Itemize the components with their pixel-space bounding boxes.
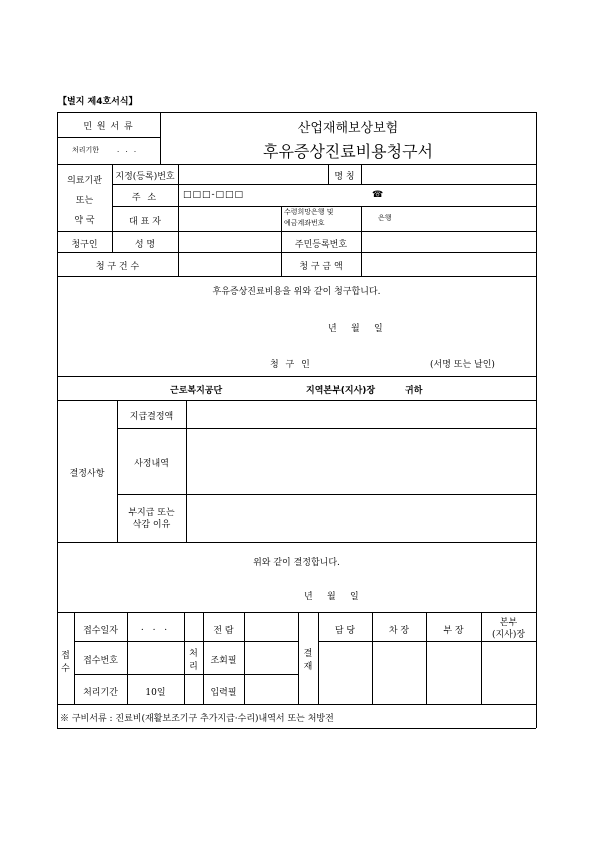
phone-icon: ☎	[372, 190, 384, 200]
approved-amount-field[interactable]	[187, 401, 535, 427]
input-check-field[interactable]	[245, 675, 297, 703]
reject-reason-label-line1: 부지급 또는	[128, 508, 175, 518]
addressee-office: 지역본부(지사)장	[306, 386, 376, 396]
claimant-signature-label: 청 구 인	[270, 360, 312, 370]
view-label: 전 람	[213, 626, 234, 636]
receipt-label-line1: 접	[61, 651, 70, 661]
institution-name-label: 명 칭	[334, 172, 355, 182]
receipt-number-label: 접수번호	[83, 656, 118, 666]
bank-label-line2: 예금계좌번호	[284, 219, 325, 227]
deadline-label: 처리기한	[72, 146, 100, 154]
processing-period-label: 처리기간	[83, 688, 118, 698]
institution-label-line1: 의료기관	[67, 176, 102, 186]
inquiry-check-field[interactable]	[245, 642, 297, 673]
approval-col-manager: 부 장	[443, 626, 464, 636]
claim-date: 년 월 일	[328, 324, 383, 334]
approved-amount-label: 지급결정액	[129, 412, 174, 422]
signature-note: (서명 또는 날인)	[430, 360, 495, 370]
claim-statement: 후유증상진료비용을 위와 같이 청구합니다.	[212, 287, 381, 297]
required-documents-note: ※ 구비서류 : 진료비(재활보조기구 추가지급·수리)내역서 또는 처방전	[60, 714, 334, 724]
receipt-date-label: 접수일자	[83, 626, 118, 636]
processing-label-line1: 처	[189, 649, 198, 659]
approval-col-staff: 담 당	[334, 626, 356, 636]
claim-amount-field[interactable]	[362, 253, 535, 275]
addressee-honorific: 귀하	[405, 386, 423, 396]
decision-section-label: 결정사항	[69, 469, 105, 479]
representative-label: 대 표 자	[129, 217, 161, 227]
review-details-label: 사정내역	[134, 459, 169, 469]
receipt-label-line2: 수	[61, 664, 70, 674]
institution-name-field[interactable]	[362, 165, 535, 183]
decision-statement: 위와 같이 결정합니다.	[253, 558, 340, 568]
claim-amount-label: 청 구 금 액	[299, 262, 343, 272]
inquiry-label: 조회필	[210, 656, 237, 666]
approval-col-head-line1: 본부	[499, 618, 518, 628]
claim-count-field[interactable]	[179, 253, 280, 275]
claimant-label: 청구인	[71, 240, 98, 250]
approval-label-line2: 재	[303, 662, 313, 672]
review-details-field[interactable]	[187, 429, 535, 493]
resident-number-field[interactable]	[362, 232, 535, 251]
deadline-value: . . .	[117, 146, 139, 154]
bank-label-line1: 수령희망은행 및	[284, 208, 334, 216]
address-label: 주 소	[131, 193, 159, 203]
approval-col-head-line2: (지사)장	[491, 630, 526, 640]
representative-field[interactable]	[179, 207, 280, 230]
form-title: 후유증상진료비용청구서	[262, 142, 434, 161]
approval-sign-staff[interactable]	[319, 642, 371, 703]
approval-col-deputy: 차 장	[388, 626, 410, 636]
processing-label-line2: 리	[189, 662, 198, 672]
institution-label-line2: 또는	[75, 196, 94, 206]
approval-sign-manager[interactable]	[427, 642, 480, 703]
bank-suffix: 은행	[378, 214, 392, 222]
processing-period-value: 10일	[145, 688, 166, 698]
claimant-name-field[interactable]	[179, 232, 280, 251]
addressee-organization: 근로복지공단	[170, 386, 223, 396]
approval-sign-deputy[interactable]	[373, 642, 425, 703]
decision-date: 년 월 일	[304, 592, 359, 602]
resident-number-label: 주민등록번호	[294, 240, 348, 250]
claimant-name-label: 성 명	[134, 240, 156, 250]
receipt-date-value: . . .	[140, 623, 171, 633]
reject-reason-field[interactable]	[187, 495, 535, 541]
form-number-tag: 【별지 제4호서식】	[58, 97, 138, 107]
registration-number-label: 지정(등록)번호	[115, 172, 175, 182]
approval-sign-head[interactable]	[482, 642, 535, 703]
institution-label-line3: 약 국	[74, 216, 95, 226]
input-label: 입력필	[210, 688, 237, 698]
reject-reason-label-line2: 삭감 이유	[132, 520, 171, 530]
postal-code-boxes: □□□-□□□	[183, 190, 245, 200]
civil-document-label: 민 원 서 류	[83, 122, 134, 132]
receipt-number-field[interactable]	[128, 642, 183, 673]
view-check-field[interactable]	[245, 613, 297, 640]
form-subtitle: 산업재해보상보험	[297, 121, 399, 136]
registration-number-field[interactable]	[179, 165, 327, 183]
claim-count-label: 청 구 건 수	[95, 262, 140, 272]
approval-label-line1: 결	[303, 649, 313, 659]
